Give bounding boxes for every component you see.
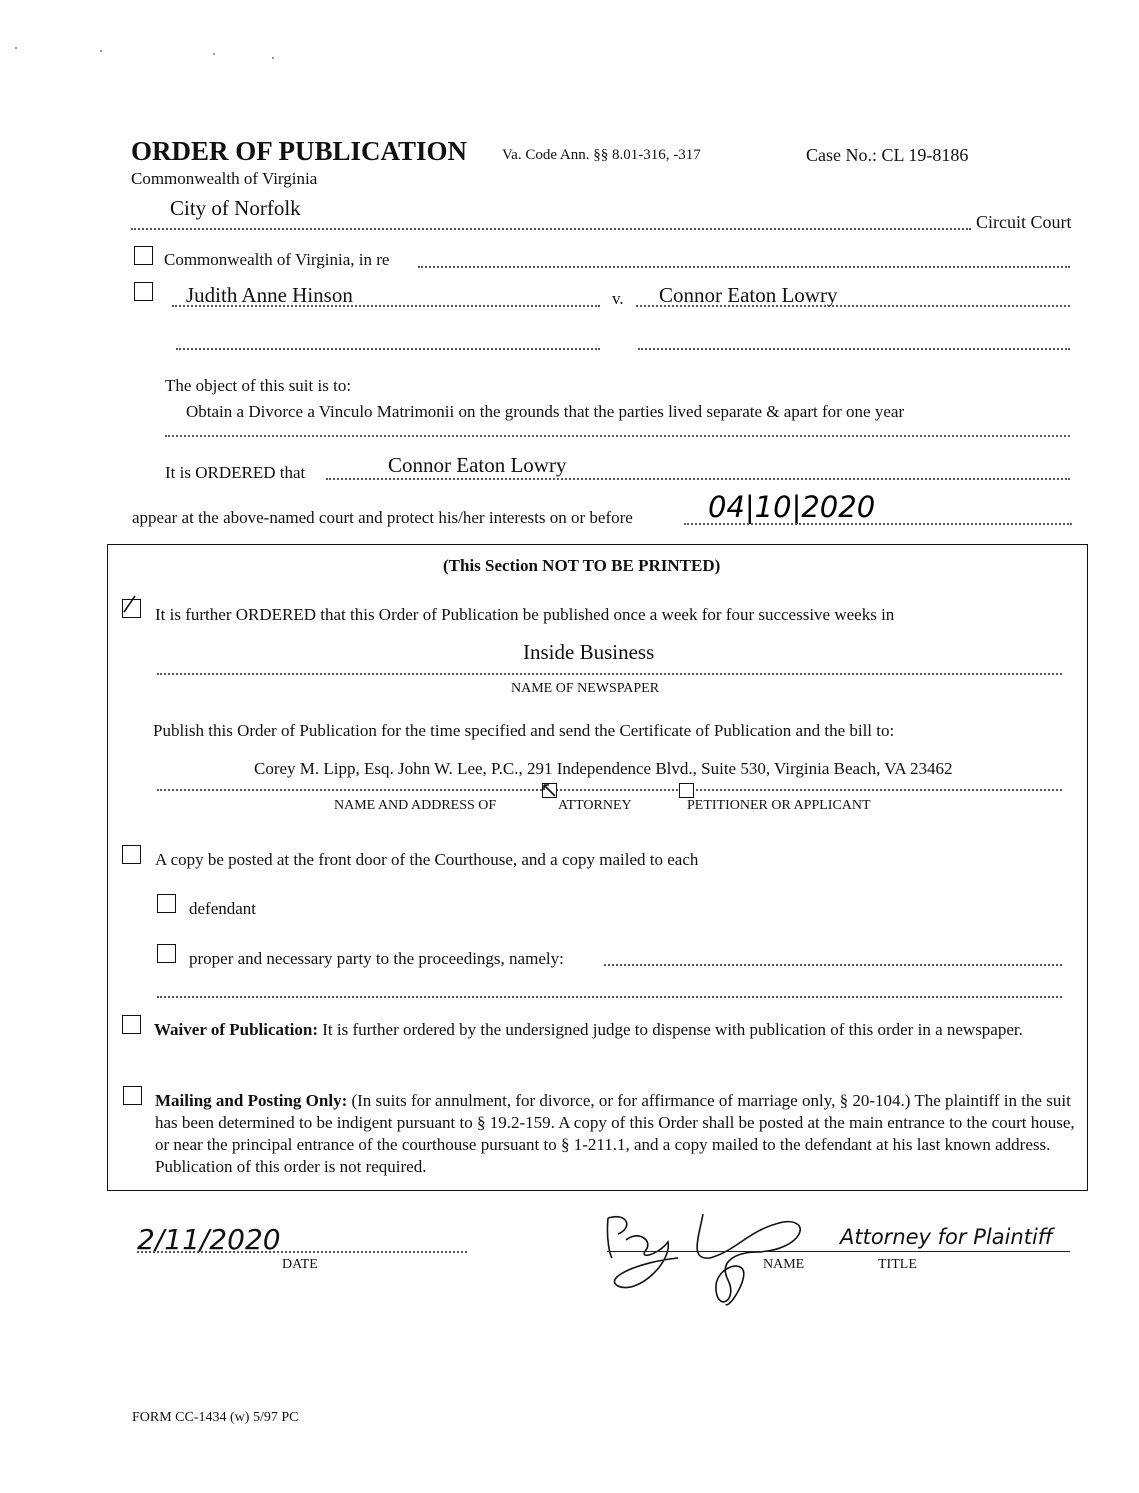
signature-line [607, 1251, 1070, 1252]
form-title: ORDER OF PUBLICATION [131, 136, 468, 166]
plaintiff-name[interactable]: Judith Anne Hinson [186, 283, 353, 307]
object-text[interactable]: Obtain a Divorce a Vinculo Matrimonii on the grounds that the parties lived separate & apart for one year [186, 402, 905, 421]
attorney-checkbox[interactable] [542, 783, 557, 798]
mailing-text: (In suits for annulment, for divorce, or for affirmance of marriage only, § 20-104.) The plaintiff in the suit has been determined to be indigent pursuant to § 19.2-159. A copy of this Order shall be posted at the main entrance to the court house, or near the principal entrance of the courthouse pursuant to § 1-211.1, and a copy mailed to the defendant at his last known address. Publication of this order is not required. [155, 1091, 1075, 1176]
signed-date-line [137, 1251, 467, 1253]
circuit-court-label: Circuit Court [976, 212, 1072, 232]
defendant-label: defendant [189, 899, 257, 918]
publish-checkbox[interactable] [122, 599, 141, 618]
waiver-checkbox[interactable] [122, 1015, 141, 1034]
case-number [806, 145, 968, 166]
appear-text: appear at the above-named court and protect his/her interests on or before [132, 508, 633, 527]
scan-speck [272, 57, 274, 59]
case-number-label: Case No.: [806, 145, 877, 165]
object-line [165, 435, 1070, 437]
petitioner-label: PETITIONER OR APPLICANT [687, 798, 871, 813]
waiver-heading: Waiver of Publication: [154, 1020, 319, 1039]
ordered-label: It is ORDERED that [165, 463, 306, 482]
proper-party-checkbox[interactable] [157, 944, 176, 963]
appear-date-line [684, 523, 1072, 525]
attorney-address[interactable]: Corey M. Lipp, Esq. John W. Lee, P.C., 291 Independence Blvd., Suite 530, Virginia Beach, VA 23462 [254, 759, 953, 778]
defendant-name[interactable]: Connor Eaton Lowry [659, 283, 838, 307]
publish-instruction: Publish this Order of Publication for the time specified and send the Certificate of Publication and the bill to: [153, 721, 895, 740]
ordered-party-name[interactable]: Connor Eaton Lowry [388, 453, 567, 477]
attorney-label: ATTORNEY [558, 798, 632, 813]
commonwealth-checkbox[interactable] [134, 246, 153, 265]
form-subtitle: Commonwealth of Virginia [131, 169, 318, 188]
section-heading: (This Section NOT TO BE PRINTED) [443, 556, 721, 575]
defendant-line [636, 305, 1070, 307]
proper-party-line-2 [157, 996, 1062, 998]
additional-plaintiff-line [176, 348, 600, 350]
mailing-checkbox[interactable] [123, 1086, 142, 1105]
waiver-text: It is further ordered by the undersigned judge to dispense with publication of this order in a newspaper. [318, 1020, 1023, 1039]
title-label: TITLE [878, 1257, 917, 1272]
scan-speck [100, 50, 102, 52]
commonwealth-line [418, 266, 1070, 268]
case-number-value: CL 19-8186 [881, 145, 969, 165]
name-label: NAME [763, 1257, 805, 1272]
copy-posted-checkbox[interactable] [122, 845, 141, 864]
name-address-label: NAME AND ADDRESS OF [334, 798, 497, 813]
object-label: The object of this suit is to: [165, 376, 352, 395]
ordered-party-line [326, 478, 1070, 480]
signer-title[interactable]: Attorney for Plaintiff [840, 1225, 1053, 1249]
scan-speck [213, 53, 215, 55]
check-mark-icon [542, 783, 557, 798]
proper-party-text: proper and necessary party to the proceedings, namely: [189, 949, 564, 968]
mailing-paragraph [155, 1090, 1080, 1178]
newspaper-name[interactable]: Inside Business [523, 640, 655, 664]
appear-by-date[interactable]: 04|10|2020 [708, 490, 876, 524]
signature-mark [598, 1200, 838, 1310]
form-number: FORM CC-1434 (w) 5/97 PC [132, 1410, 299, 1425]
copy-posted-text: A copy be posted at the front door of the Courthouse, and a copy mailed to each [155, 850, 699, 869]
petitioner-checkbox[interactable] [679, 783, 694, 798]
parties-checkbox[interactable] [134, 282, 153, 301]
further-ordered-text: It is further ORDERED that this Order of Publication be published once a week for four successive weeks in [155, 605, 895, 624]
check-mark-icon [121, 594, 140, 613]
signed-date[interactable]: 2/11/2020 [137, 1223, 281, 1256]
plaintiff-line [172, 305, 600, 307]
code-reference: Va. Code Ann. §§ 8.01-316, -317 [502, 147, 701, 163]
versus-label: v. [612, 289, 624, 308]
date-label: DATE [282, 1257, 318, 1272]
newspaper-line [157, 673, 1062, 675]
defendant-checkbox[interactable] [157, 894, 176, 913]
additional-defendant-line [638, 348, 1070, 350]
court-name-line [131, 228, 971, 230]
scan-speck [15, 47, 17, 49]
attorney-address-line [157, 789, 1062, 791]
newspaper-label: NAME OF NEWSPAPER [511, 681, 660, 696]
mailing-heading: Mailing and Posting Only: [155, 1091, 348, 1110]
court-name[interactable]: City of Norfolk [170, 196, 301, 220]
commonwealth-label: Commonwealth of Virginia, in re [164, 250, 390, 269]
waiver-paragraph [154, 1019, 1039, 1041]
proper-party-line [604, 964, 1062, 966]
